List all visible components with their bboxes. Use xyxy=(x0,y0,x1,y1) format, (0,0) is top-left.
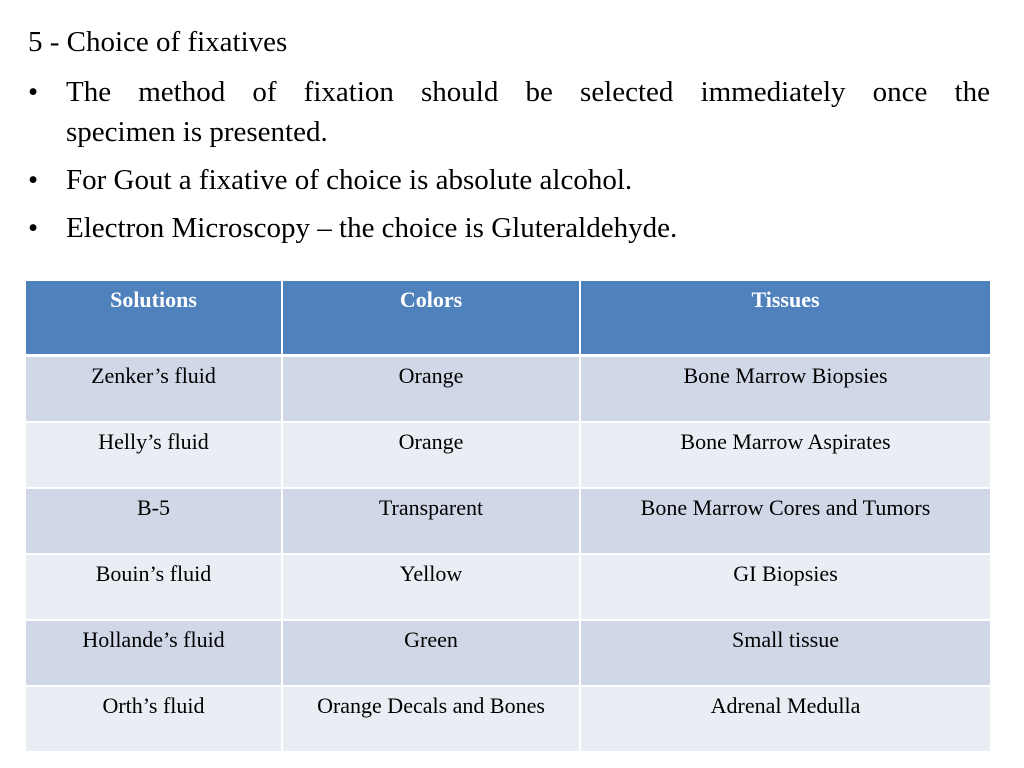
cell-solution: Zenker’s fluid xyxy=(26,356,282,422)
bullet-icon: • xyxy=(28,212,39,244)
cell-tissue: GI Biopsies xyxy=(580,554,990,620)
cell-solution: B-5 xyxy=(26,488,282,554)
cell-color: Orange Decals and Bones xyxy=(282,686,580,752)
cell-tissue: Small tissue xyxy=(580,620,990,686)
bullet-list xyxy=(28,72,990,256)
cell-tissue: Bone Marrow Biopsies xyxy=(580,356,990,422)
cell-color: Orange xyxy=(282,356,580,422)
bullet-text-line-1: The method of fixation should be selected immediately once the xyxy=(66,76,990,108)
bullet-item-fixation-method xyxy=(28,72,990,152)
cell-solution: Hollande’s fluid xyxy=(26,620,282,686)
table-row xyxy=(26,620,990,686)
table-row xyxy=(26,554,990,620)
cell-color: Green xyxy=(282,620,580,686)
table-header-row xyxy=(26,281,990,356)
column-header-solutions: Solutions xyxy=(26,281,282,356)
cell-color: Yellow xyxy=(282,554,580,620)
bullet-item-gout xyxy=(28,160,990,200)
cell-tissue: Adrenal Medulla xyxy=(580,686,990,752)
bullet-icon: • xyxy=(28,164,39,196)
cell-color: Orange xyxy=(282,422,580,488)
cell-tissue: Bone Marrow Cores and Tumors xyxy=(580,488,990,554)
cell-solution: Bouin’s fluid xyxy=(26,554,282,620)
cell-tissue: Bone Marrow Aspirates xyxy=(580,422,990,488)
bullet-text: For Gout a fixative of choice is absolute alcohol. xyxy=(66,164,633,196)
column-header-colors: Colors xyxy=(282,281,580,356)
bullet-text-line-2: specimen is presented. xyxy=(66,116,328,148)
column-header-tissues: Tissues xyxy=(580,281,990,356)
cell-solution: Orth’s fluid xyxy=(26,686,282,752)
table-row xyxy=(26,356,990,422)
table-row xyxy=(26,488,990,554)
bullet-icon: • xyxy=(28,76,39,108)
table-row xyxy=(26,422,990,488)
slide-heading: 5 - Choice of fixatives xyxy=(28,26,288,58)
bullet-item-electron-microscopy xyxy=(28,208,990,248)
cell-color: Transparent xyxy=(282,488,580,554)
table-row xyxy=(26,686,990,752)
bullet-text: Electron Microscopy – the choice is Gluteraldehyde. xyxy=(66,212,678,244)
fixatives-table xyxy=(26,281,990,753)
cell-solution: Helly’s fluid xyxy=(26,422,282,488)
